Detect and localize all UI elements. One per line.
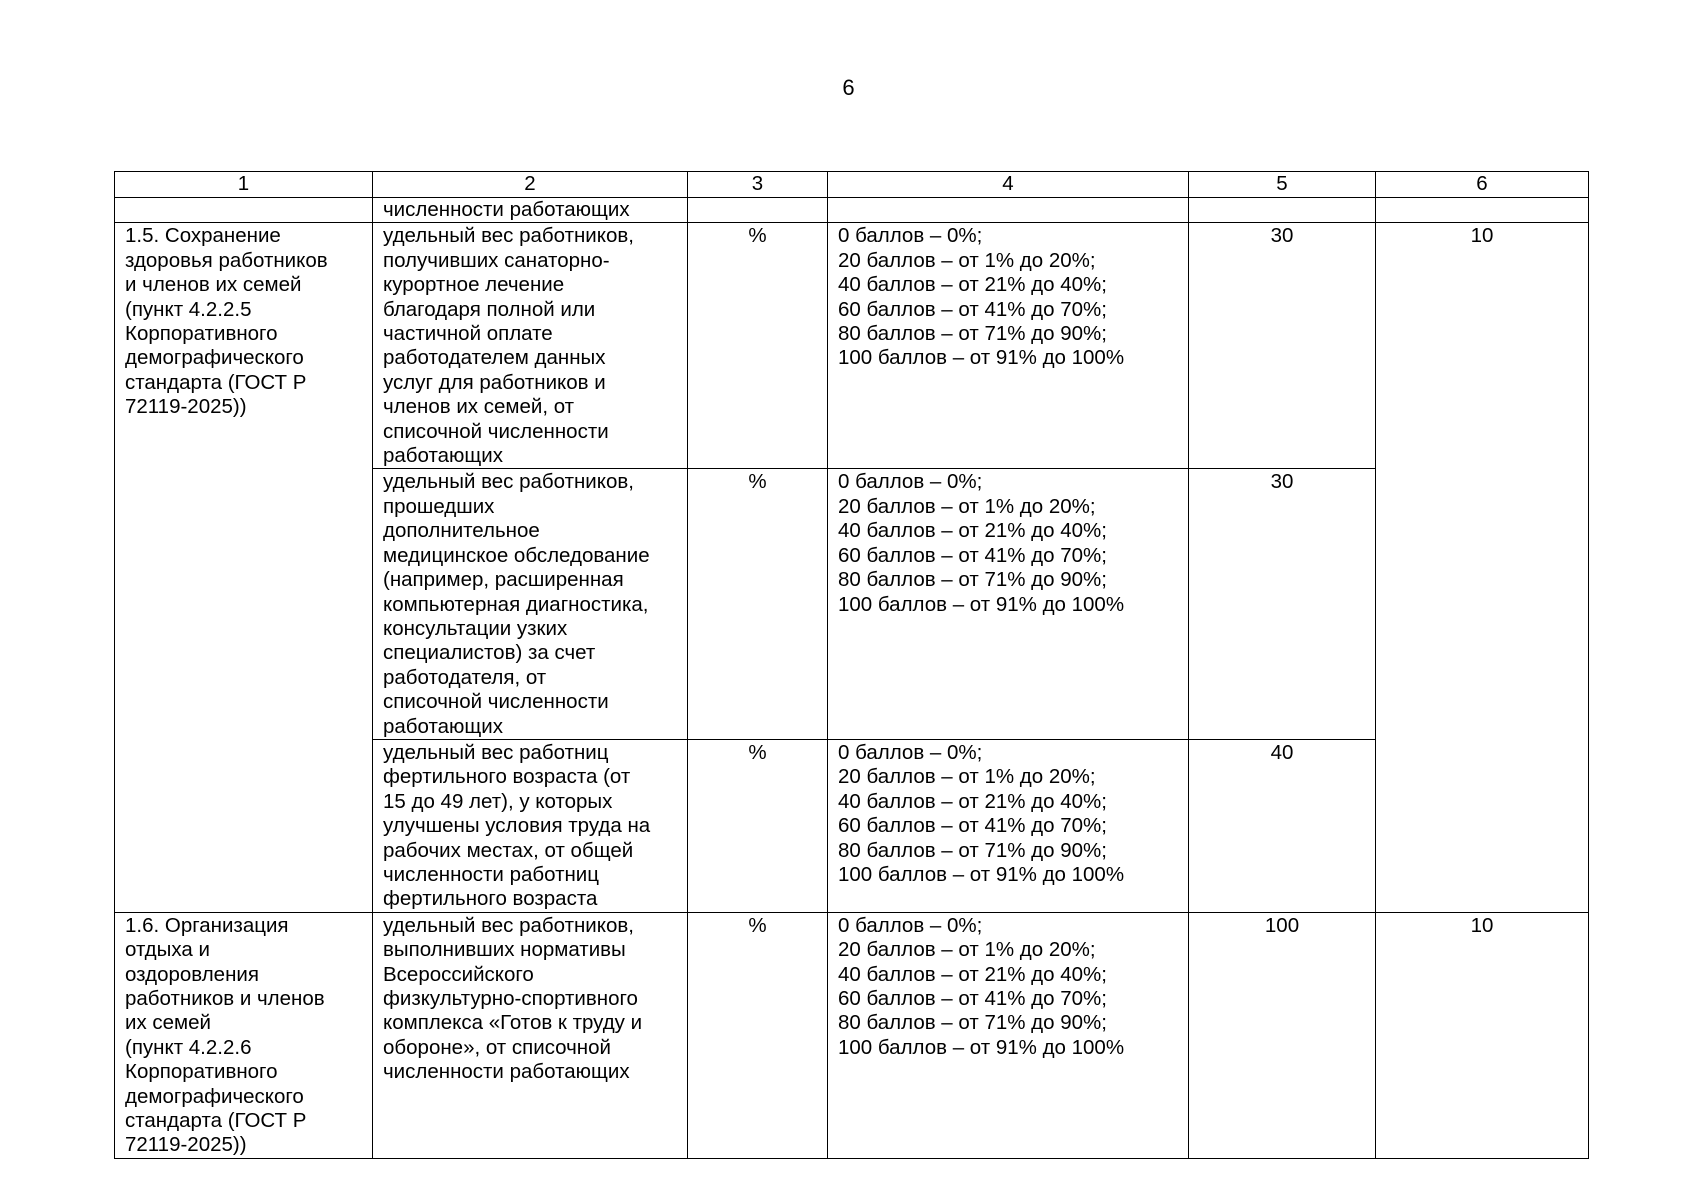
scale-cell: 0 баллов – 0%; 20 баллов – от 1% до 20%; 40 баллов – от 21% до 40%; 60 баллов – от 41% до 70%; 80 баллов – от 71% до 90%; 100 баллов – от 91% до 100% — [828, 912, 1189, 1158]
unit-cell: % — [688, 223, 828, 469]
points-cell: 30 — [1189, 469, 1376, 739]
continuation-row — [115, 198, 1589, 223]
unit-cell: % — [688, 912, 828, 1158]
continuation-cell-6 — [1376, 198, 1589, 223]
indicator-cell: удельный вес работников, получивших санаторно- курортное лечение благодаря полной или частичной оплате работодателем данных услуг для работников и членов их семей, от списочной численности работающих — [373, 223, 688, 469]
section-1-6-weight: 10 — [1376, 912, 1589, 1158]
indicator-cell: удельный вес работников, выполнивших нормативы Всероссийского физкультурно-спортивного комплекса «Готов к труду и обороне», от списочной численности работающих — [373, 912, 688, 1158]
points-cell: 100 — [1189, 912, 1376, 1158]
scale-cell: 0 баллов – 0%; 20 баллов – от 1% до 20%; 40 баллов – от 21% до 40%; 60 баллов – от 41% до 70%; 80 баллов – от 71% до 90%; 100 баллов – от 91% до 100% — [828, 223, 1189, 469]
column-header-2: 2 — [373, 172, 688, 198]
unit-cell: % — [688, 469, 828, 739]
column-header-5: 5 — [1189, 172, 1376, 198]
continuation-cell-1 — [115, 198, 373, 223]
table-row — [115, 223, 1589, 469]
section-1-5-weight: 10 — [1376, 223, 1589, 912]
points-cell: 30 — [1189, 223, 1376, 469]
section-1-6-title: 1.6. Организация отдыха и оздоровления работников и членов их семей (пункт 4.2.2.6 Корпоративного демографического стандарта (ГОСТ Р 72119-2025)) — [115, 912, 373, 1158]
points-cell: 40 — [1189, 739, 1376, 912]
column-header-3: 3 — [688, 172, 828, 198]
column-header-1: 1 — [115, 172, 373, 198]
column-header-6: 6 — [1376, 172, 1589, 198]
section-1-5-title: 1.5. Сохранение здоровья работников и членов их семей (пункт 4.2.2.5 Корпоративного демографического стандарта (ГОСТ Р 72119-2025)) — [115, 223, 373, 912]
indicator-cell: удельный вес работниц фертильного возраста (от 15 до 49 лет), у которых улучшены условия труда на рабочих местах, от общей численности работниц фертильного возраста — [373, 739, 688, 912]
table-header-row — [115, 172, 1589, 198]
continuation-indicator: численности работающих — [373, 198, 688, 223]
continuation-cell-3 — [688, 198, 828, 223]
table-row — [115, 912, 1589, 1158]
continuation-cell-4 — [828, 198, 1189, 223]
criteria-table — [114, 171, 1589, 1159]
unit-cell: % — [688, 739, 828, 912]
scale-cell: 0 баллов – 0%; 20 баллов – от 1% до 20%; 40 баллов – от 21% до 40%; 60 баллов – от 41% до 70%; 80 баллов – от 71% до 90%; 100 баллов – от 91% до 100% — [828, 739, 1189, 912]
page-number: 6 — [842, 75, 855, 100]
continuation-cell-5 — [1189, 198, 1376, 223]
scale-cell: 0 баллов – 0%; 20 баллов – от 1% до 20%; 40 баллов – от 21% до 40%; 60 баллов – от 41% до 70%; 80 баллов – от 71% до 90%; 100 баллов – от 91% до 100% — [828, 469, 1189, 739]
indicator-cell: удельный вес работников, прошедших дополнительное медицинское обследование (например, расширенная компьютерная диагностика, консультации узких специалистов) за счет работодателя, от списочной численности работающих — [373, 469, 688, 739]
column-header-4: 4 — [828, 172, 1189, 198]
